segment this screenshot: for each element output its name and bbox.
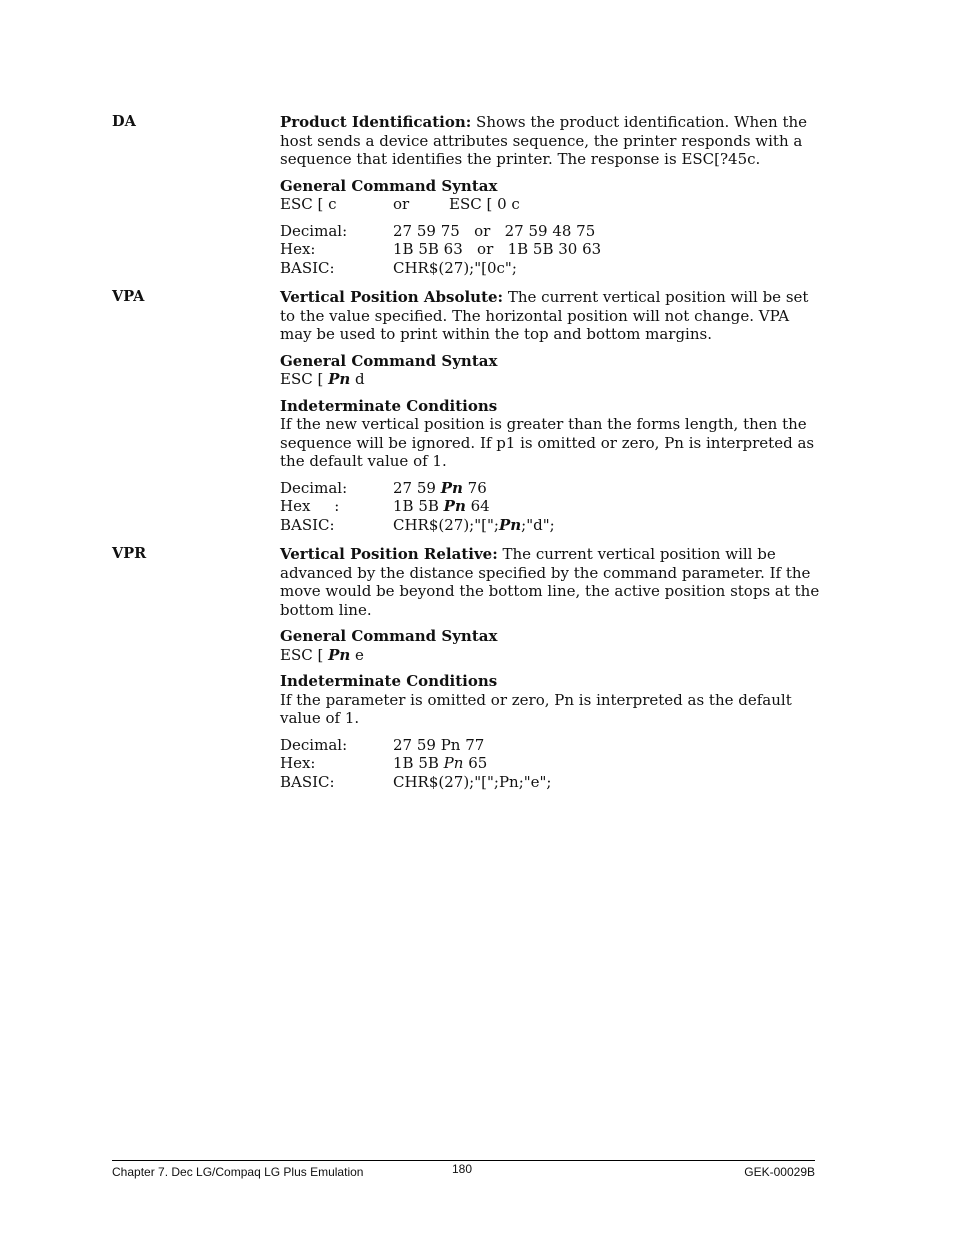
command-label: DA	[112, 113, 136, 130]
command-description	[280, 113, 820, 169]
pn-param: Pn	[328, 370, 351, 388]
syntax-a: ESC [ c	[280, 195, 337, 213]
basic-row	[280, 773, 820, 792]
syntax-b: ESC [ 0 c	[449, 195, 520, 213]
pn-param: Pn	[443, 754, 464, 772]
command-label: VPA	[112, 288, 145, 305]
basic-row	[280, 259, 820, 278]
hex-label: Hex:	[280, 240, 316, 258]
indeterminate-heading: Indeterminate Conditions	[280, 672, 498, 690]
hex-value: 1B 5B Pn 64	[393, 497, 490, 515]
pn-param: Pn	[443, 497, 466, 515]
page-footer	[112, 1160, 815, 1185]
syntax-row	[280, 195, 820, 214]
pn-param: Pn	[498, 515, 522, 534]
pn-param: Pn	[440, 478, 463, 497]
decimal-value: 27 59 75 or 27 59 48 75	[393, 221, 596, 240]
description-text: The current vertical position will be set to the value specified. The horizontal position will not change. VPA may be used to print within the top and bottom margins.	[280, 288, 809, 343]
basic-label: BASIC:	[280, 258, 335, 277]
basic-value: CHR$(27);"[";Pn;"e";	[393, 772, 552, 791]
syntax-line	[280, 646, 820, 665]
command-label: VPR	[112, 545, 147, 562]
hex-value: 1B 5B 63 or 1B 5B 30 63	[393, 240, 602, 258]
hex-label: Hex:	[280, 754, 316, 772]
indeterminate-text: If the parameter is omitted or zero, Pn is interpreted as the default value of 1.	[280, 690, 792, 727]
footer-chapter: Chapter 7. Dec LG/Compaq LG Plus Emulation	[112, 1165, 364, 1179]
indeterminate-text: If the new vertical position is greater than the forms length, then the sequence will be ignored. If p1 is omitted or zero, Pn is interpreted as the default value of 1.	[280, 415, 815, 470]
basic-label: BASIC:	[280, 515, 335, 534]
hex-label: Hex :	[280, 497, 340, 515]
hex-row	[280, 497, 820, 516]
description-text: The current vertical position will be advanced by the distance specified by the command parameter. If the move would be beyond the bottom line, the active position stops at the bottom line.	[280, 545, 820, 619]
hex-value: 1B 5B Pn 65	[393, 754, 488, 772]
footer-doc-id: GEK-00029B	[744, 1165, 815, 1179]
syntax-heading: General Command Syntax	[280, 176, 498, 195]
command-description	[280, 288, 820, 344]
syntax-or: or	[393, 195, 410, 213]
command-title: Product Identification:	[280, 113, 472, 131]
syntax-heading: General Command Syntax	[280, 351, 498, 370]
command-body	[280, 545, 820, 791]
basic-value: CHR$(27);"[";Pn;"d";	[393, 515, 555, 534]
command-body	[280, 288, 820, 534]
command-description	[280, 545, 820, 619]
decimal-row	[280, 222, 820, 241]
syntax-post: d	[350, 370, 365, 388]
syntax-heading: General Command Syntax	[280, 627, 498, 645]
hex-row	[280, 240, 820, 259]
indeterminate-heading: Indeterminate Conditions	[280, 396, 498, 415]
basic-row	[280, 516, 820, 535]
basic-value: CHR$(27);"[0c";	[393, 258, 517, 277]
syntax-pre: ESC [	[280, 645, 329, 664]
syntax-line	[280, 370, 820, 389]
decimal-value: 27 59 Pn 76	[393, 478, 487, 497]
syntax-post: e	[350, 645, 364, 664]
decimal-row	[280, 479, 820, 498]
basic-label: BASIC:	[280, 772, 335, 791]
decimal-label: Decimal:	[280, 478, 348, 497]
page-number: 180	[452, 1162, 473, 1176]
pn-param: Pn	[328, 645, 351, 664]
decimal-row	[280, 736, 820, 755]
decimal-label: Decimal:	[280, 735, 348, 754]
command-body	[280, 113, 820, 277]
decimal-value: 27 59 Pn 77	[393, 735, 485, 754]
hex-row	[280, 754, 820, 773]
command-title: Vertical Position Absolute:	[280, 288, 504, 306]
command-title: Vertical Position Relative:	[280, 545, 498, 563]
decimal-label: Decimal:	[280, 221, 348, 240]
description-text: Shows the product identification. When the host sends a device attributes sequence, the printer responds with a sequence that identifies the printer. The response is ESC[?45c.	[280, 113, 808, 168]
syntax-pre: ESC [	[280, 370, 329, 388]
